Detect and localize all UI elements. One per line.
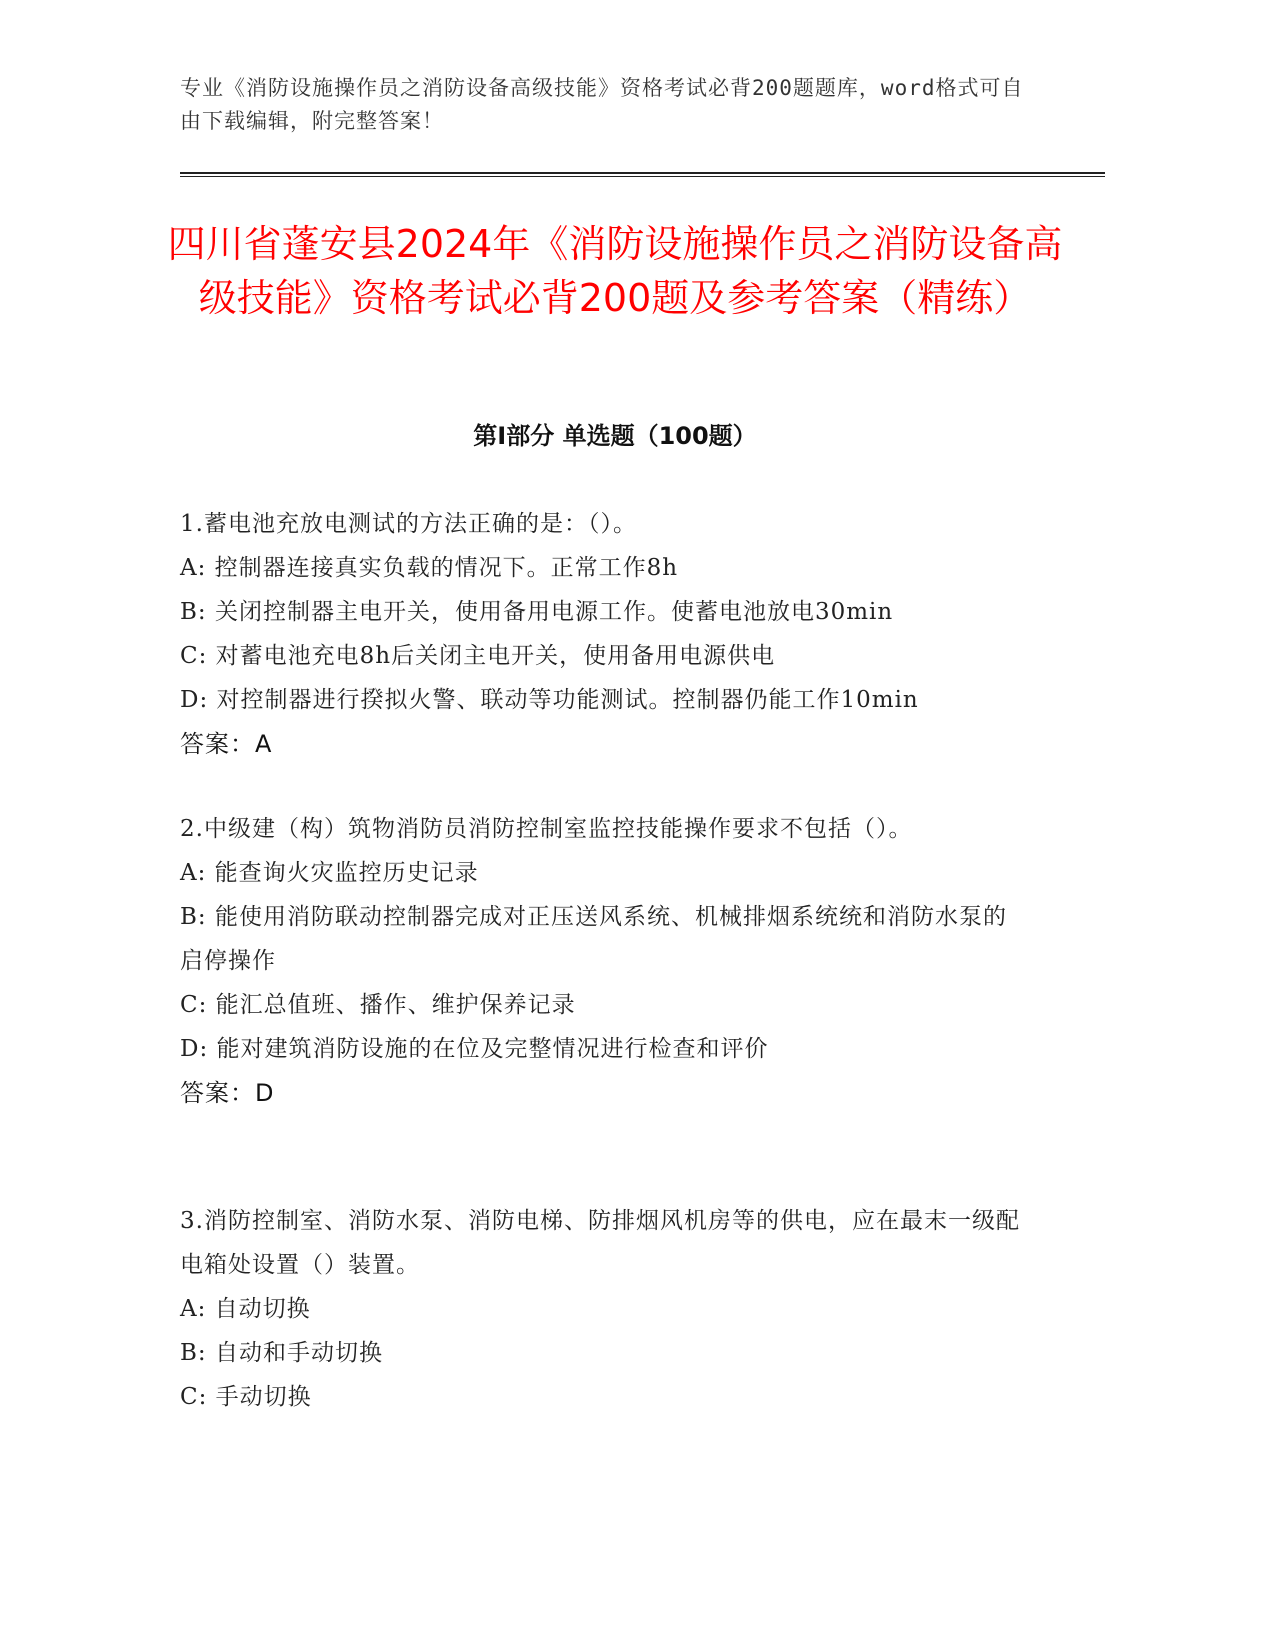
option-c: C: 手动切换 xyxy=(180,1384,312,1410)
header-note: 专业《消防设施操作员之消防设备高级技能》资格考试必背200题题库，word格式可自由下载编辑，附完整答案！ xyxy=(180,76,1024,133)
option-b: B: 能使用消防联动控制器完成对正压送风系统、机械排烟系统统和消防水泵的启停操作 xyxy=(180,904,1007,974)
option-a: A: 自动切换 xyxy=(180,1296,311,1322)
option-d: D: 能对建筑消防设施的在位及完整情况进行检查和评价 xyxy=(180,1036,769,1062)
answer-label: 答案：A xyxy=(180,730,273,758)
section-title: 第Ⅰ部分 单选题（100题） xyxy=(473,422,757,450)
option-b: B: 关闭控制器主电开关，使用备用电源工作。使蓄电池放电30min xyxy=(180,599,894,625)
question-block xyxy=(180,807,1030,1115)
option-a: A: 能查询火灾监控历史记录 xyxy=(180,860,479,886)
option-a: A: 控制器连接真实负载的情况下。正常工作8h xyxy=(180,555,679,581)
option-d: D: 对控制器进行揆拟火警、联动等功能测试。控制器仍能工作10min xyxy=(180,687,919,713)
question-block xyxy=(180,1199,1030,1419)
option-c: C: 对蓄电池充电8h后关闭主电开关，使用备用电源供电 xyxy=(180,643,776,669)
option-c: C: 能汇总值班、播作、维护保养记录 xyxy=(180,992,576,1018)
question-stem: 2.中级建（构）筑物消防员消防控制室监控技能操作要求不包括（）。 xyxy=(180,816,913,842)
answer-label: 答案：D xyxy=(180,1079,275,1107)
header-divider xyxy=(180,172,1105,177)
option-b: B: 自动和手动切换 xyxy=(180,1340,383,1366)
question-stem: 1.蓄电池充放电测试的方法正确的是：（）。 xyxy=(180,511,637,537)
question-block xyxy=(180,502,1030,766)
question-stem: 3.消防控制室、消防水泵、消防电梯、防排烟风机房等的供电，应在最末一级配电箱处设置（）装置。 xyxy=(180,1208,1020,1278)
document-title: 四川省蓬安县2024年《消防设施操作员之消防设备高级技能》资格考试必背200题及参考答案（精练） xyxy=(167,222,1063,320)
